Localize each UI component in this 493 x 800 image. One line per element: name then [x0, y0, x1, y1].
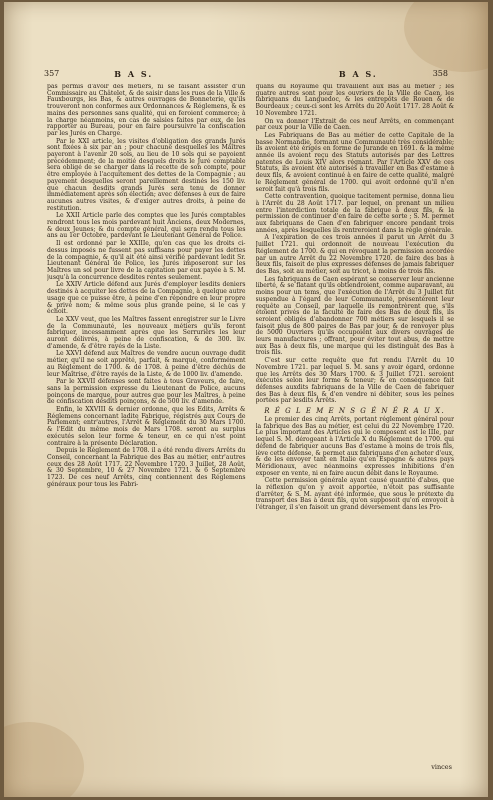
- paragraph: Par le XXI article, les visites d'obligation des grands Jurés sont fixées à six par an ; pour chacune desquelles les Maîtres payeront à l'avenir 20 sols, au lieu de 10 sols qui se payoient précédemment; de la moitié desquels droits le Juré comptable sera obligé de se charger dans la recette de son compte, pour être employée à l'acquitement des dettes de la Compagnie ; au payement desquelles seront pareillement destinés les 150 liv. que chacun desdits grands Jurés sera tenu de donner immédiatement après son élection; avec défenses à eux de faire aucunes autres visites, & d'exiger autres droits, à peine de restitution.: [47, 137, 246, 212]
- header-right: [248, 69, 448, 79]
- paragraph: C'est sur cette requête que fut rendu l'Arrêt du 10 Novembre 1721. par lequel S. M. sans y avoir égard, ordonne que les Arrêts des 30 Mars 1700. & 3 Juillet 1721. seroient exécutés selon leur forme & teneur; & en conséquence fait défenses auxdits fabriquans de la Ville de Caen de fabriquer des Bas à deux fils, & d'en vendre ni débiter, sous les peines portées par lesdits Arrêts.: [255, 357, 454, 405]
- section-heading: R É G L E M E N S G É N É R A U X.: [264, 407, 446, 416]
- paragraph: Depuis le Réglement de 1708. il a été rendu divers Arrêts du Conseil, concernant la Fabrique des Bas au métier, entr'autres ceux des 28 Août 1717. 22 Novembre 1720. 3 Juillet, 28 Août, & 30 Septembre, 10 & 27 Novembre 1721. & 6 Septembre 1723. De ces neuf Arrêts, cinq contiennent des Réglemens généraux pour tous les Fabri-: [47, 447, 246, 488]
- paragraph: Le premier des cinq Arrêts, portant réglement général pour la fabrique des Bas au métier, est celui du 22 Novembre 1720. Le plus important des Articles qui le composent est le IIIe, par lequel S. M. dérogeant à l'Article X du Réglement de 1700. qui défend de fabriquer aucuns Bas d'estame à moins de trois fils, lève cette défense, & permet aux fabriquans d'en acheter d'eux, & de les envoyer tant en Italie qu'en Espagne & autres pays Méridionaux, avec néanmoins expresses inhibitions d'en exposer en vente, ni en faire aucun débit dans le Royaume.: [255, 416, 454, 477]
- paragraph: Cette contravention, quoique tacitement permise, donna lieu à l'Arrêt du 28 Août 1717. par lequel, on prenant un milieu entre l'interdiction totale de la fabrique à deux fils, & la permission de continuer d'en faire de cette sorte ; S. M. permet aux fabriquans de Caen d'en fabriquer encore pendant trois années, après lesquelles ils rentreroient dans la règle générale.: [255, 193, 454, 234]
- page-number-left: 357: [44, 69, 60, 78]
- page-number-right: 358: [432, 69, 448, 78]
- paragraph: Le XXVI défend aux Maîtres de vendre aucun ouvrage dudit métier, qu'il ne soit apprêté, parfait, & marqué, conformément au Réglement de 1700. & de 1708. à peine d'être déchûs de leur Maîtrise, d'être rayés de la Liste, & de 1000 liv. d'amende.: [47, 350, 246, 378]
- paragraph: Le XXV veut, que les Maîtres fassent enregistrer sur le Livre de la Communauté, les nouveaux métiers qu'ils feront fabriquer, incessamment après que les Serruriers les leur auront délivrés, à peine de confiscation, & de 300. liv. d'amende, & d'être rayés de la Liste.: [47, 315, 246, 350]
- header-left: [44, 69, 244, 79]
- paragraph: Il est ordonné par le XXIIIe, qu'en cas que les droits ci-dessus imposés ne fussent pas suffisans pour payer les dettes de la compagnie, & qu'il ait été ainsi vérifié pardevant ledit Sr. Lieutenant Général de Police, les Jurés imposeront sur les Maîtres un sol pour livre de la capitation par eux payée à S. M. jusqu'à la concurrence desdites rentes seulement.: [47, 240, 246, 281]
- paragraph: Les Fabriquans de Bas au métier de cette Capitale de la basse Normandie, formant une Communauté très considérable; ils avoient été érigés en forme de Jurande en 1691. & la même année ils avoient reçu des Statuts autorisés par des Lettres patentes de Louis XIV alors régnant. Par l'Article XXV de ces Statuts, ils avoient été autorisés à travailler en Bas d'estame à deux fils, & avoient continué à en faire de cette qualité, malgré le Réglement général de 1700. qui avoit ordonné qu'il n'en seroit fait qu'à trois fils.: [255, 131, 454, 193]
- paragraph: pas permis d'avoir des métiers, ni se faisant assister d'un Commissaire au Châtelet, & de saisir dans les rues de la Ville & Fauxbourgs, les Bas, & autres ouvrages de Bonneterie, qu'ils trouveront non conformes aux Ordonnances & Réglemens, & es mains des personnes sans qualité, qui en feroient commerce; à la charge néanmoins, en cas de saisies faites par eux, de les rapporter au Bureau, pour en faire poursuivre la confiscation par les Jurés en Charge.: [47, 84, 246, 137]
- left-column: [47, 84, 246, 761]
- catchword: vinces: [431, 763, 452, 771]
- paragraph: On va donner l'Extrait de ces neuf Arrêts, en commençant par ceux pour la Ville de Caen.: [255, 117, 454, 132]
- running-title-right: B A S.: [338, 69, 378, 79]
- paragraph: Par le XXVII défenses sont faites à tous Graveurs, de faire, sans la permission expresse du Lieutenant de Police, aucuns poinçons de marque, pour autres que pour les Maîtres, à peine de confiscation desdits poinçons, & de 500 liv. d'amende.: [47, 378, 246, 406]
- running-header: [44, 68, 448, 80]
- book-page: [4, 2, 488, 797]
- paragraph: Enfin, le XXVIII & dernier ordonne, que les Edits, Arrêts & Réglemens concernant ladite Fabrique, régistrés aux Cours de Parlement; entr'autres, l'Arrêt & Réglement du 30 Mars 1700. & l'Edit du même mois de Mars 1708. seront au surplus exécutés selon leur forme & teneur, en ce qui n'est point contraire à la présente Déclaration.: [47, 406, 246, 447]
- paragraph: quans du Royaume qui travaillent aux Bas au métier ; les quatre autres sont pour les ouvriers de la Ville de Caen, les fabriquans du Languedoc, & les entrepôts de Rouen & de Bourdeaux ; ceux-ci sont les Arrêts du 20 Août 1717. 28 Août & 10 Novembre 1721.: [255, 84, 454, 117]
- paragraph: A l'expiration de ces trois années il parut un Arrêt du 3 Juillet 1721. qui ordonnoit de nouveau l'exécution du Réglement de 1700. & qui en révoquant la permission accordée par un autre Arrêt du 22 Novembre 1720. de faire des bas à deux fils, faisoit de plus expresses défenses de jamais fabriquer des Bas, soit au métier, soit au tricot, à moins de trois fils.: [255, 234, 454, 275]
- text-columns: [47, 84, 454, 761]
- paragraph: Cette permission générale ayant causé quantité d'abus, que la réflexion qu'on y avoit apportée, n'étoit pas suffisante d'arrêter, & S. M. ayant été informée, que sous le prétexte du transport des Bas à deux fils, qu'on supposoit qu'on envoyoit à l'étranger, il s'en faisoit un grand déversement dans les Pro-: [255, 477, 454, 512]
- paper-stain: [404, 2, 488, 72]
- paragraph: Le XXIV Article défend aux Jurés d'employer lesdits deniers destinés à acquiter les dettes de la Compagnie, à quelque autre usage que ce puisse être, à peine d'en répondre en leur propre & privé nom; & même sous plus grande peine, si le cas y échoit.: [47, 281, 246, 316]
- running-title-left: B A S.: [114, 69, 154, 79]
- right-column: [256, 84, 455, 761]
- paragraph: Les fabriquans de Caen espérant se conserver leur ancienne liberté, & se flatant qu'ils obtiendroient, comme auparavant, au moins pour un tems, que l'exécution de l'Arrêt du 3 Juillet fût suspendue à l'égard de leur Communauté, présentèrent leur requête au Conseil, par laquelle ils remontrèrent que, s'ils étoient privés de la faculté de faire des Bas de deux fils, ils seroient obligés d'abandonner 700 métiers sur lesquels il se faisoit plus de 800 paires de Bas par jour, & de renvoyer plus de 5000 Ouvriers qu'ils occupoient aux divers ouvrages de leurs manufactures ; offrant, pour éviter tout abus, de mettre aux Bas à deux fils, une marque qui les distinguât des Bas à trois fils.: [255, 275, 454, 357]
- paragraph: Le XXII Article parle des comptes que les Jurés comptables rendront tous les mois pardevant huit Anciens, deux Modernes, & deux Jeunes; & du compte général, qui sera rendu tous les ans au 1er Octobre, pardevant le Lieutenant Général de Police.: [47, 212, 246, 240]
